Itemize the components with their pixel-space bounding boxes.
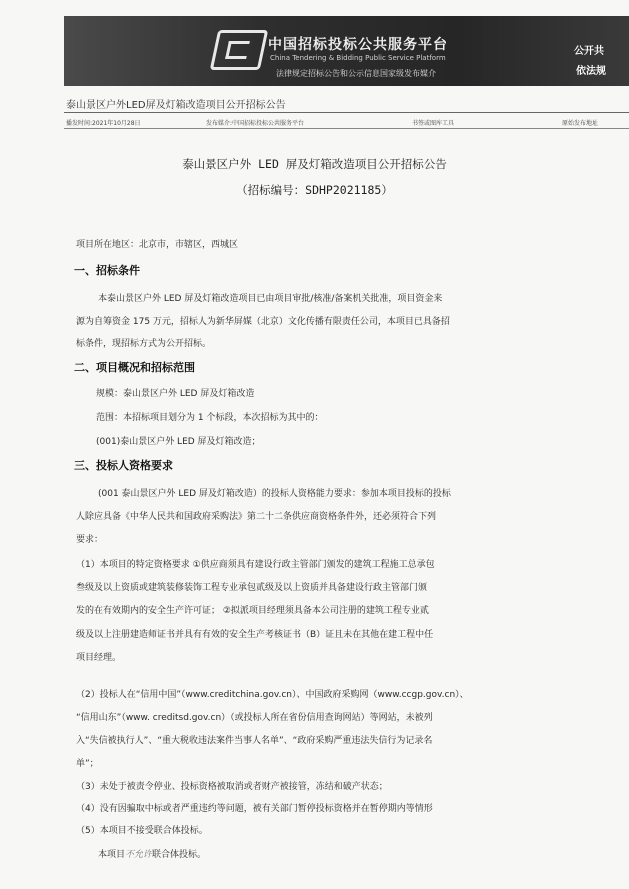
paragraph-line: 标条件，现招标方式为公开招标。	[76, 339, 212, 349]
banner-right-text-1: 公开共	[574, 46, 604, 57]
paragraph-line: 本泰山景区户外 LED 屏及灯箱改造项目已由项目审批/核准/备案机关批准，项目资金来	[98, 294, 443, 304]
divider	[64, 128, 629, 129]
last-line-faint: 不允许	[125, 850, 153, 860]
paragraph-line: （1）本项目的特定资格要求 ①供应商须具有建设行政主管部门颁发的建筑工程施工总承包	[76, 560, 435, 570]
paragraph-line: （2）投标人在“信用中国”（www.creditchina.gov.cn）、中国政府采购网（www.ccgp.gov.cn）、	[76, 690, 469, 700]
section-heading: 一、招标条件	[74, 264, 140, 277]
announcement-page-title: 泰山景区户外LED屏及灯箱改造项目公开招标公告	[66, 100, 286, 111]
publish-source: 发布媒介:中国招标投标公共服务平台	[206, 120, 305, 127]
project-location: 项目所在地区：北京市，市辖区，西城区	[76, 240, 239, 250]
paragraph-line: 源为自筹资金 175 万元，招标人为新华屏媒（北京）文化传播有限责任公司，本项目已具备招	[76, 317, 450, 327]
divider	[64, 112, 629, 113]
paragraph-line: 人除应具备《中华人民共和国政府采购法》第二十二条供应商资格条件外，还必须符合下列	[76, 512, 437, 522]
paragraph-line	[98, 847, 206, 860]
paragraph-line: 单”；	[76, 759, 99, 769]
banner-right-text-2: 依法规	[576, 66, 606, 77]
section-heading: 二、项目概况和招标范围	[74, 361, 195, 374]
paragraph-line: 项目经理。	[76, 653, 122, 663]
paragraph-line: 要求：	[76, 535, 104, 545]
paragraph-line: （3）未处于被责令停业、投标资格被取消或者财产被接管，冻结和破产状态；	[76, 782, 388, 792]
platform-banner	[64, 16, 629, 86]
paragraph-line: 发的在有效期内的安全生产许可证； ②拟派项目经理须具备本公司注册的建筑工程专业贰	[76, 606, 429, 616]
bookmark-tool-link[interactable]: 书签或图库工具	[412, 120, 455, 127]
paragraph-line: 入“失信被执行人”、“重大税收违法案件当事人名单”、“政府采购严重违法失信行为记录名	[76, 736, 433, 746]
paragraph-line: 范围：本招标项目划分为 1 个标段，本次招标为其中的：	[96, 413, 324, 423]
paragraph-line: （4）没有因骗取中标或者严重违约等问题，被有关部门暂停投标资格并在暂停期内等情形	[76, 804, 433, 814]
paragraph-line: (001 泰山景区户外 LED 屏及灯箱改造）的投标人资格能力要求：参加本项目投标的投标	[98, 489, 451, 499]
last-line-prefix: 本项目	[98, 850, 126, 860]
tender-code: （招标编号：SDHP2021185）	[236, 183, 393, 197]
paragraph-line: 级及以上注册建造师证书并具有有效的安全生产考核证书（B）证且未在其他在建工程中任	[76, 630, 434, 640]
paragraph-line: (001)泰山景区户外 LED 屏及灯箱改造；	[96, 437, 261, 447]
paragraph-line: 叁级及以上资质或建筑装修装饰工程专业承包贰级及以上资质并具备建设行政主管部门颁	[76, 583, 428, 593]
publish-time: 播发时间:2021年10月28日	[66, 120, 141, 127]
document-title: 泰山景区户外 LED 屏及灯箱改造项目公开招标公告	[182, 157, 447, 171]
paragraph-line: （5）本项目不接受联合体投标。	[76, 826, 208, 836]
paragraph-line: “信用山东”（www. creditsd.gov.cn）（或投标人所在省份信用查询网站）等网站，未被列	[76, 713, 433, 723]
last-line-suffix: 联合体投标。	[152, 850, 207, 860]
banner-subtitle-en: China Tendering & Bidding Public Service Platform	[270, 54, 446, 62]
banner-tagline: 法律规定招标公告和公示信息国家级发布媒介	[276, 69, 436, 78]
paragraph-line: 规模：泰山景区户外 LED 屏及灯箱改造	[96, 389, 255, 399]
platform-logo-icon	[210, 30, 269, 70]
original-address-link[interactable]: 原始发布地址	[562, 120, 599, 127]
banner-title: 中国招标投标公共服务平台	[268, 37, 448, 53]
section-heading: 三、投标人资格要求	[74, 459, 173, 472]
